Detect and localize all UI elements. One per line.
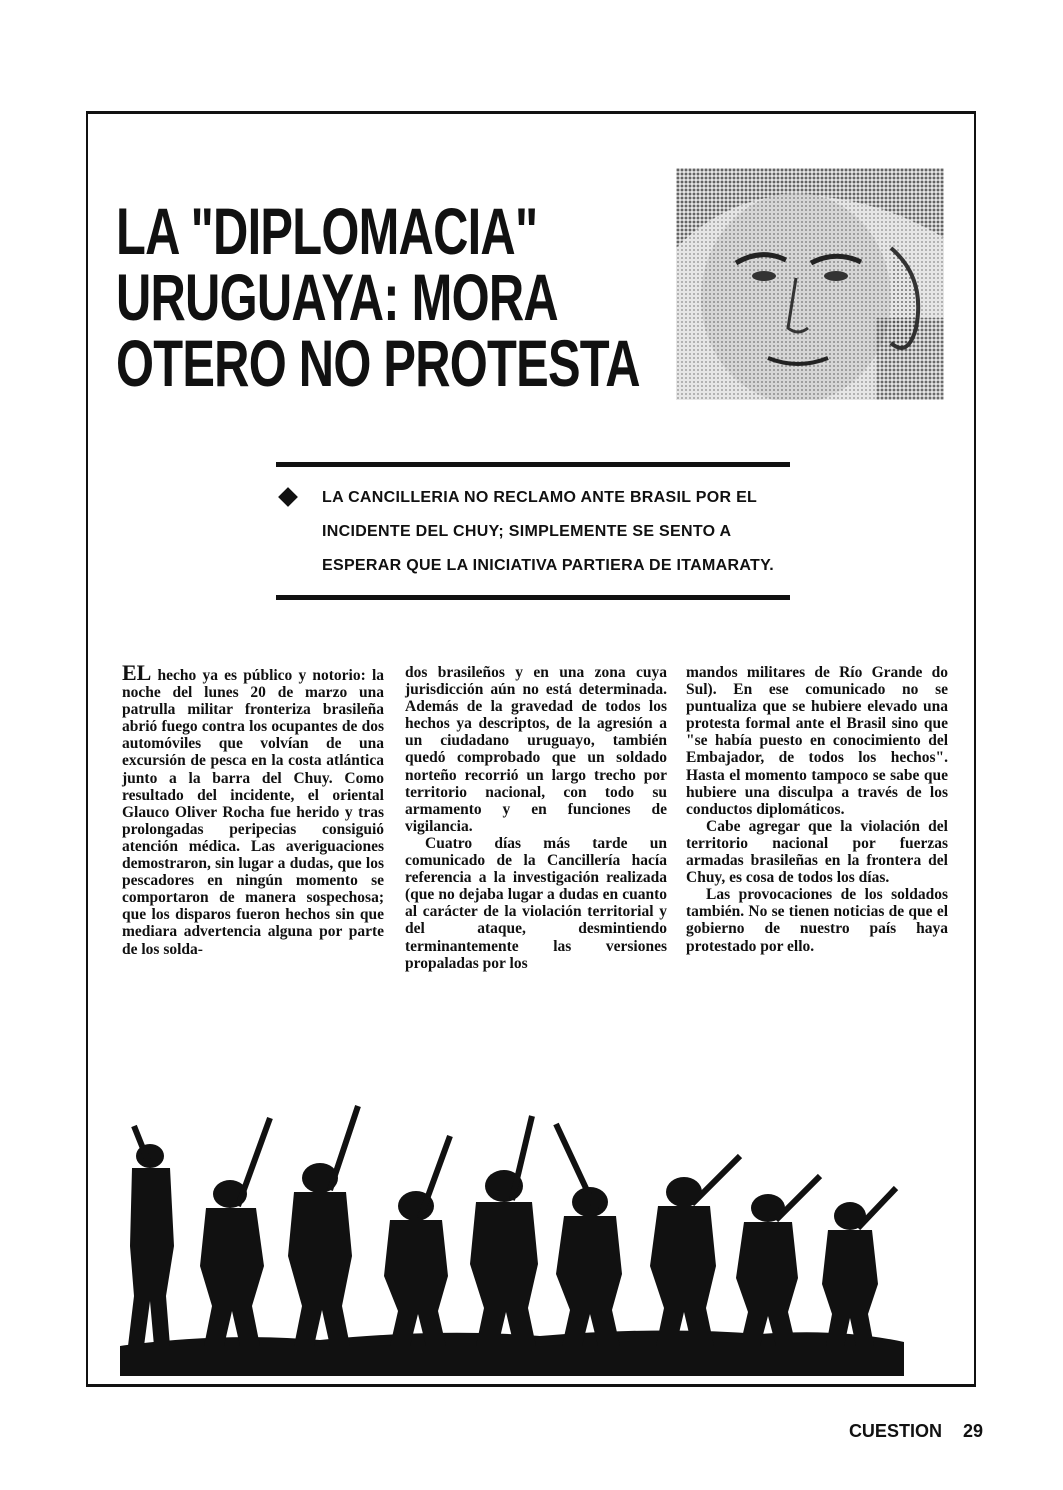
paragraph: hecho ya es público y notorio: la noche del lunes 20 de marzo una patrulla militar fronteriza brasileña abrió fuego contra los ocupantes de dos automóviles que volvían de una excursión de pesca en la costa atlántica junto a la barra del Chuy. Como resultado del incidente, el oriental Glauco Oliver Rocha fue herido y tras prolongadas peripecias consiguió atención médica. Las averiguaciones demostraron, sin lugar a dudas, que los pescadores en ningún momento se comportaron de manera sospechosa; que los disparos fueron hechos sin que mediara advertencia alguna por parte de los solda- bbox=[122, 667, 385, 958]
frame-bottom-rule bbox=[86, 1384, 976, 1387]
page-footer bbox=[849, 1421, 983, 1442]
frame-right-rule bbox=[974, 688, 976, 1386]
soldiers-silhouette-image bbox=[120, 1096, 904, 1376]
headline bbox=[116, 194, 640, 400]
magazine-name: CUESTION bbox=[848, 1421, 942, 1441]
paragraph: mandos militares de Río Grande do Sul). En ese comunicado no se puntualiza que se hubiere elevado una protesta formal ante el Brasil sino que "se había puesto en conocimiento del Embajador, de todos los hechos". Hasta el momento tampoco se sabe que hubiere una disculpa a través de los conductos diplomáticos. bbox=[686, 664, 948, 818]
paragraph: Cuatro días más tarde un comunicado de la Cancillería hacía referencia a la investigación realizada (que no dejaba lugar a dudas en cuanto al carácter de la violación territorial y del ataque, desmintiendo terminantemente las versiones propaladas por los bbox=[405, 834, 667, 972]
article-column-1 bbox=[122, 660, 385, 958]
headline-line-2: URUGUAYA: MORA bbox=[116, 260, 558, 334]
paragraph: Las provocaciones de los soldados también. No se tienen noticias de que el gobierno de nuestro país haya protestado por ello. bbox=[686, 886, 948, 955]
paragraph: Cabe agregar que la violación del territorio nacional por fuerzas armadas brasileñas en la frontera del Chuy, es cosa de todos los días. bbox=[686, 817, 948, 887]
paragraph: dos brasileños y en una zona cuya jurisdicción aún no está determinada. Además de la gravedad de todos los hechos ya descriptos, de la agresión a un ciudadano uruguayo, también quedó comprobado que un soldado norteño recorrió un largo trecho por territorio nacional, con todo su armamento y en funciones de vigilancia. bbox=[405, 664, 667, 835]
deck-top-rule bbox=[276, 462, 790, 467]
frame-left-rule bbox=[86, 688, 88, 1386]
deck-bottom-rule bbox=[276, 595, 790, 600]
dropcap: EL bbox=[122, 660, 152, 685]
portrait-photo bbox=[676, 168, 944, 400]
deck-summary bbox=[276, 462, 790, 600]
article-column-2 bbox=[405, 664, 667, 972]
diamond-bullet-icon bbox=[278, 487, 298, 507]
page-number: 29 bbox=[962, 1421, 983, 1441]
headline-line-1: LA "DIPLOMACIA" bbox=[116, 194, 538, 268]
headline-line-3: OTERO NO PROTESTA bbox=[116, 326, 640, 400]
deck-text: LA CANCILLERIA NO RECLAMO ANTE BRASIL POR EL INCIDENTE DEL CHUY; SIMPLEMENTE SE SENTO A ESPERAR QUE LA INICIATIVA PARTIERA DE ITAMARATY. bbox=[322, 489, 775, 574]
article-body bbox=[122, 660, 974, 972]
article-column-3 bbox=[686, 664, 948, 955]
